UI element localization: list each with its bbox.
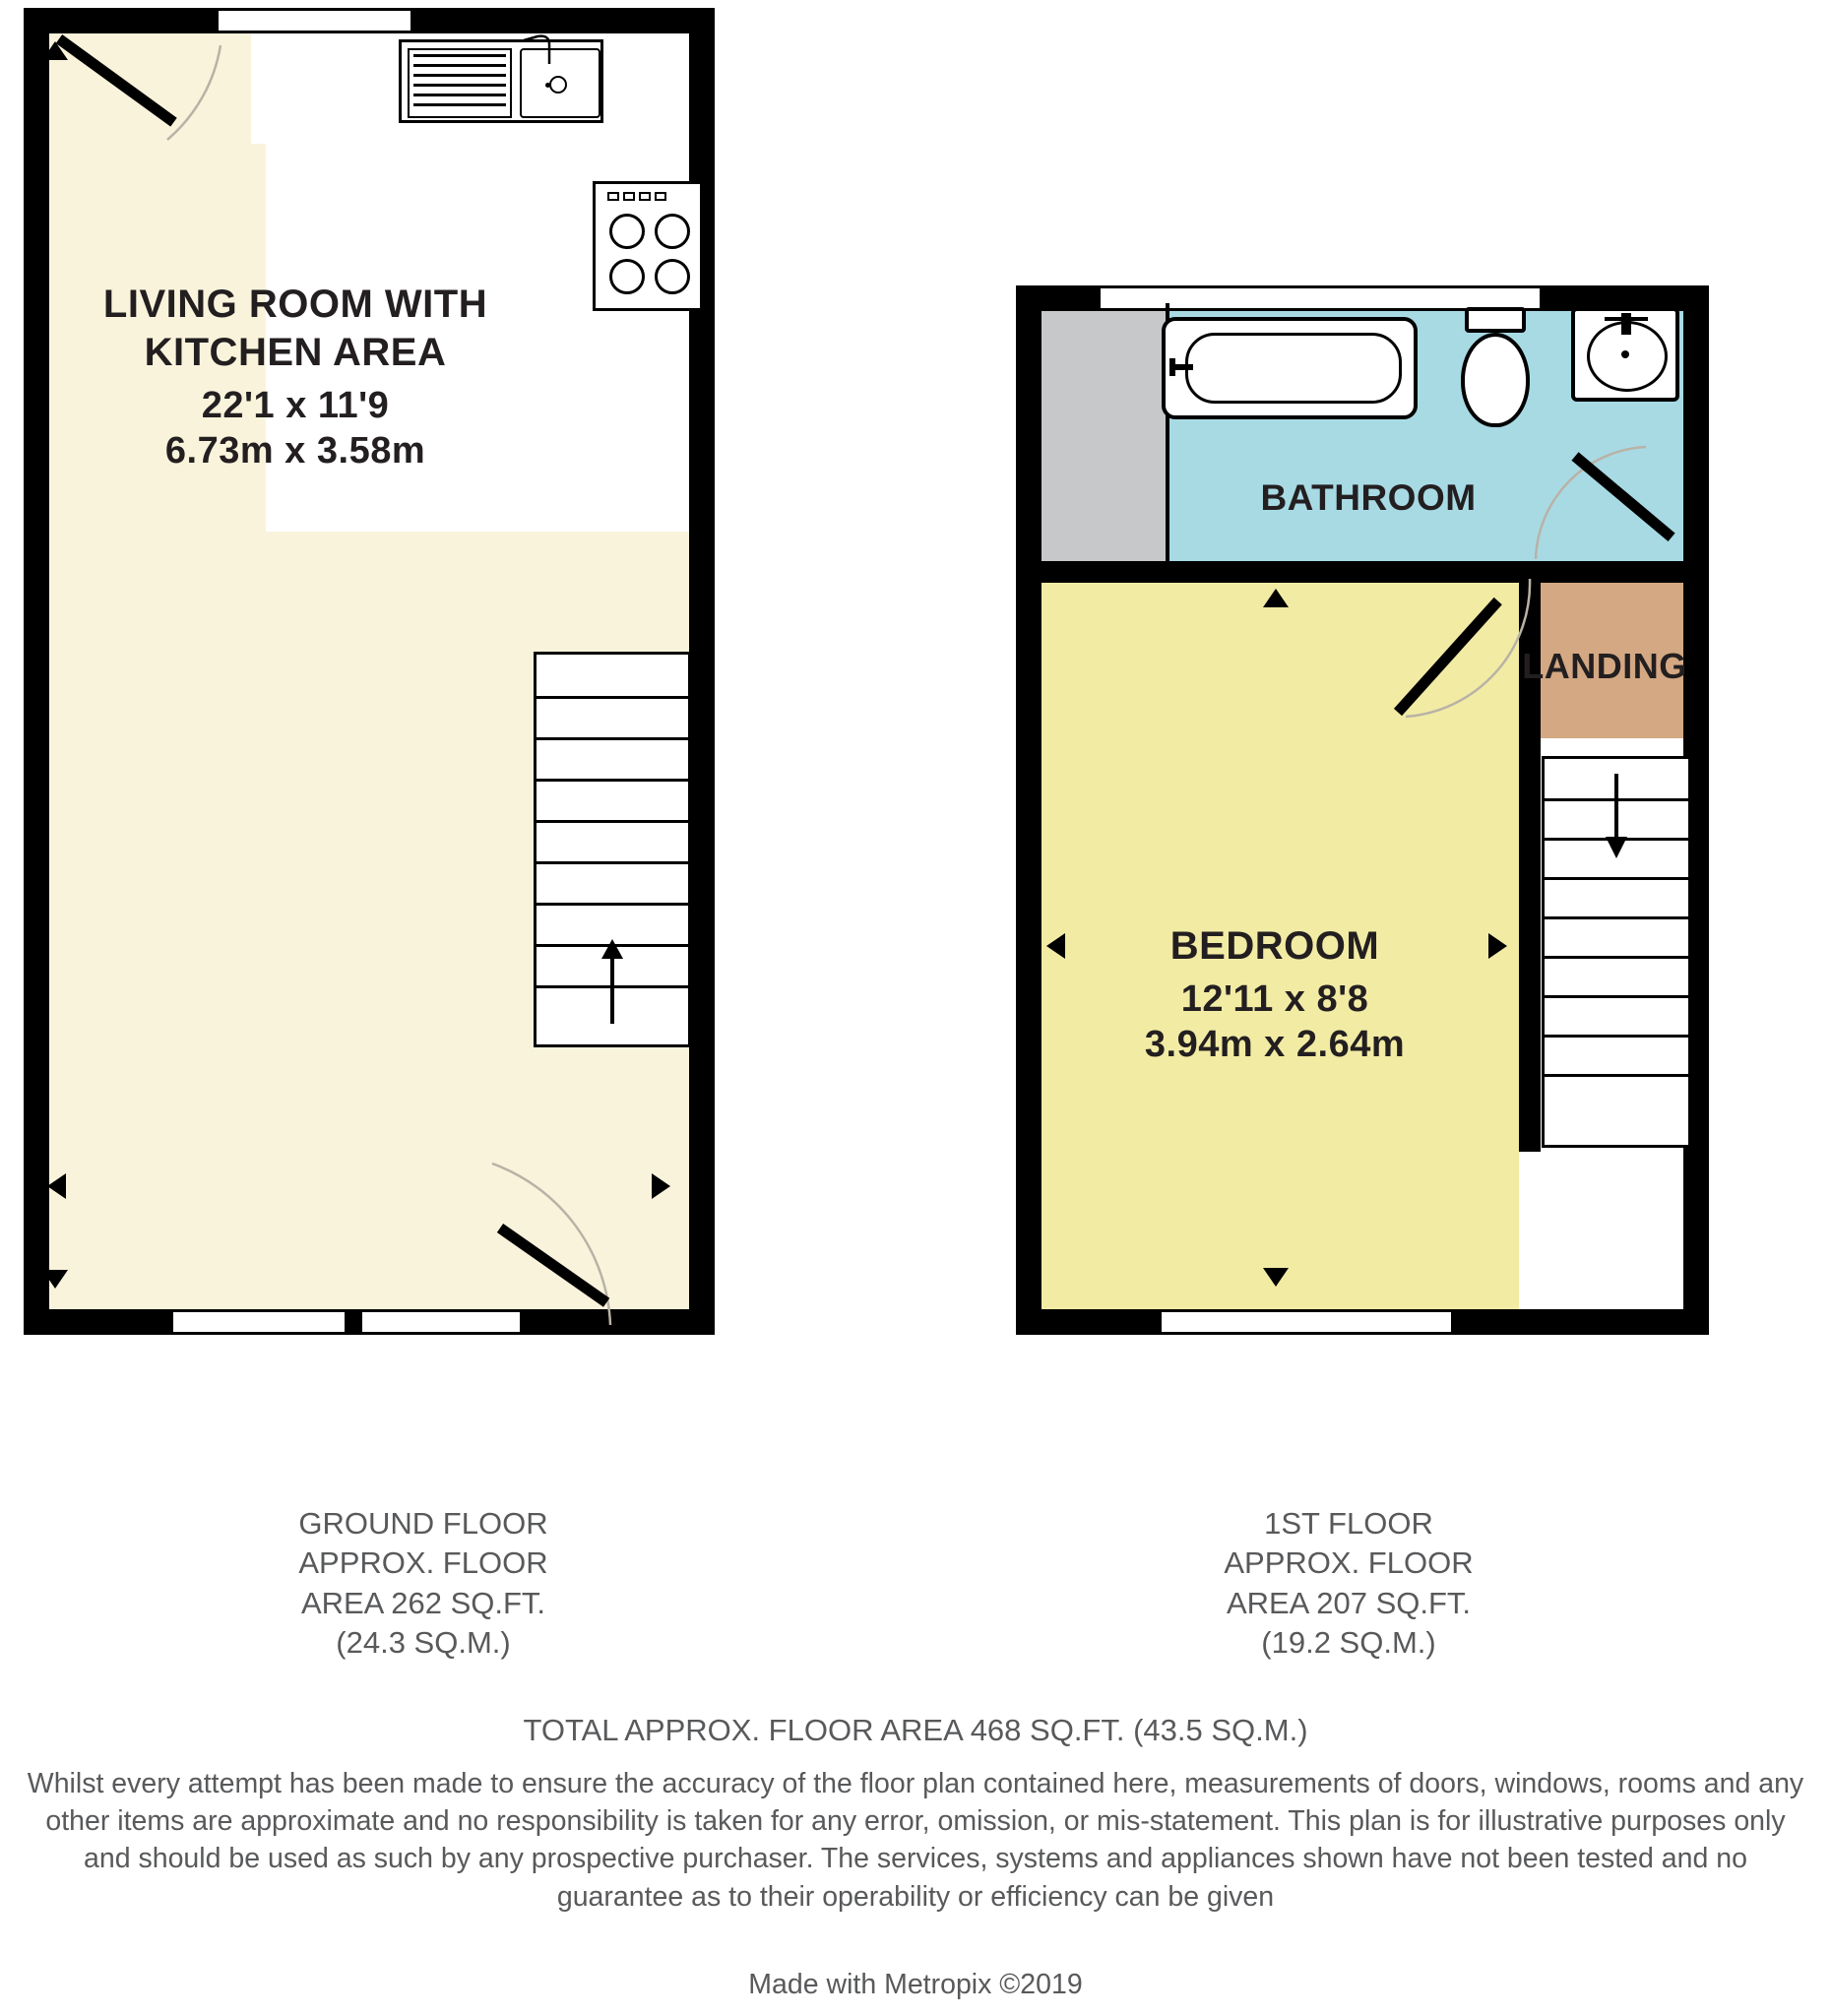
living-room-label (20, 281, 571, 473)
dimension-arrow-down-ground (42, 1270, 68, 1289)
made-with-credit: Made with Metropix ©2019 (748, 1969, 1083, 2000)
first-floor-caption-line-3: AREA 207 SQ.FT. (1226, 1585, 1472, 1620)
grey-block (1034, 303, 1166, 561)
bedroom-dimensions-metric: 3.94m x 2.64m (1144, 1024, 1406, 1066)
window-top-ground (219, 8, 410, 33)
first-floor-caption (1073, 1504, 1624, 1663)
ground-floor-caption-line-3: AREA 262 SQ.FT. (300, 1585, 546, 1620)
stairs-ground-up-arrow (597, 939, 628, 1024)
first-floor-caption-line-1: 1ST FLOOR (1264, 1506, 1433, 1541)
cooker-hob (593, 181, 703, 311)
ground-floor-caption (98, 1504, 748, 1663)
dimension-arrow-right-ground (652, 1173, 670, 1199)
bedroom-title: BEDROOM (1169, 924, 1380, 968)
living-room-title-line2: KITCHEN AREA (144, 330, 447, 374)
ground-floor-caption-line-2: APPROX. FLOOR (298, 1545, 548, 1581)
bathroom-label: BATHROOM (1260, 477, 1477, 518)
living-room-dimensions-metric: 6.73m x 3.58m (164, 429, 426, 472)
dimension-arrow-right-bedroom (1488, 933, 1507, 959)
bathtub (1162, 317, 1418, 419)
stairs-first-down-arrow (1601, 774, 1632, 858)
dimension-arrow-up-ground (42, 41, 68, 60)
first-floor-caption-line-4: (19.2 SQ.M.) (1261, 1624, 1436, 1660)
window-bottom-first (1162, 1309, 1451, 1335)
bedroom-dimensions-imperial: 12'11 x 8'8 (1180, 977, 1369, 1020)
toilet (1457, 307, 1534, 445)
wall-left-ground (24, 8, 49, 1335)
first-floor-caption-line-2: APPROX. FLOOR (1224, 1545, 1474, 1581)
front-door-arc (362, 1083, 618, 1329)
dimension-arrow-down-bedroom (1263, 1268, 1289, 1287)
living-room-dimensions-imperial: 22'1 x 11'9 (201, 384, 390, 426)
kitchen-sink (399, 39, 603, 123)
living-room-title-line1: LIVING ROOM WITH (102, 283, 488, 326)
dimension-arrow-left-ground (47, 1173, 66, 1199)
disclaimer-text: Whilst every attempt has been made to ensure the accuracy of the floor plan contained here, measurements of doors, windows, rooms and any other items are approximate and no responsibility is taken for any error, omission, or mis-statement. This plan is for illustrative purposes only and should be used as such by any prospective purchaser. The services, systems and appliances shown have not been tested and no guarantee as to their operability or efficiency can be given (27, 1768, 1804, 1913)
ground-floor-caption-line-4: (24.3 SQ.M.) (336, 1624, 511, 1660)
landing-label: LANDING (1522, 646, 1687, 686)
wall-left-first (1016, 285, 1042, 1335)
total-floor-area: TOTAL APPROX. FLOOR AREA 468 SQ.FT. (43.5 SQ.M.) (523, 1713, 1308, 1747)
ground-floor-caption-line-1: GROUND FLOOR (298, 1506, 548, 1541)
dimension-arrow-up-bedroom (1263, 589, 1289, 607)
window-bottom-ground-left (173, 1309, 345, 1335)
bedroom-label (1063, 922, 1486, 1068)
wash-basin (1571, 307, 1679, 402)
